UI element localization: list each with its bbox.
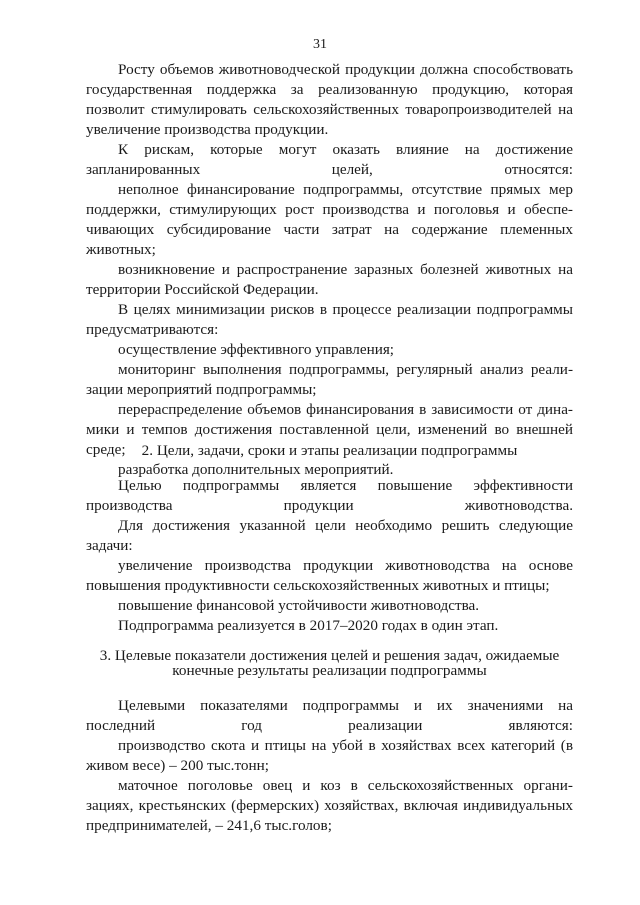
paragraph: маточное поголовье овец и коз в сельскохозяйственных органи-зациях, крестьянских (фермерских) хозяйствах, включая индивидуальных предпринимателей, – 241,6 тыс.голов;: [86, 777, 573, 834]
paragraph: Росту объемов животноводческой продукции должна способствовать государственная поддержка за реализованную продукцию, которая позволит стимулировать сельскохозяйственных товаропроизводителей на увеличение производства продукции.: [86, 61, 573, 138]
risk-section: [86, 60, 573, 480]
page-number: 31: [313, 37, 327, 52]
section-3-title: [86, 648, 573, 678]
paragraph: В целях минимизации рисков в процессе реализации подпрограммы предусматриваются:: [86, 301, 573, 338]
section-2-title: 2. Цели, задачи, сроки и этапы реализации подпрограммы: [141, 442, 518, 459]
paragraph: неполное финансирование подпрограммы, отсутствие прямых мер поддержки, стимулирующих рост производства и поголовья и обеспе-чивающих субсидирование части затрат на содержание племенных животных;: [86, 181, 573, 258]
section-3-title-line: конечные результаты реализации подпрограммы: [172, 662, 487, 679]
goals-section: [86, 476, 573, 636]
paragraph: К рискам, которые могут оказать влияние на достижение запланированных целей, относятся:: [86, 141, 573, 178]
paragraph: осуществление эффективного управления;: [118, 341, 395, 358]
paragraph: Подпрограмма реализуется в 2017–2020 годах в один этап.: [118, 617, 499, 634]
section-3-title-line: 3. Целевые показатели достижения целей и решения задач, ожидаемые: [99, 647, 560, 664]
paragraph: производство скота и птицы на убой в хозяйствах всех категорий (в живом весе) – 200 тыс.тонн;: [86, 737, 573, 774]
paragraph: Для достижения указанной цели необходимо решить следующие задачи:: [86, 517, 573, 554]
indicators-section: [86, 696, 573, 836]
paragraph: перераспределение объемов финансирования в зависимости от дина-мики и темпов достижения поставленной цели, изменений во внешней среде;: [86, 401, 573, 458]
paragraph: повышение финансовой устойчивости животноводства.: [118, 597, 480, 614]
paragraph: увеличение производства продукции животноводства на основе повышения продуктивности сельскохозяйственных животных и птицы;: [86, 557, 573, 594]
paragraph: Целевыми показателями подпрограммы и их значениями на последний год реализации являются:: [86, 697, 573, 734]
paragraph: возникновение и распространение заразных болезней животных на территории Российской Федерации.: [86, 261, 573, 298]
paragraph: мониторинг выполнения подпрограммы, регулярный анализ реали-зации мероприятий подпрограммы;: [86, 361, 573, 398]
paragraph: разработка дополнительных мероприятий.: [118, 461, 394, 478]
paragraph: Целью подпрограммы является повышение эффективности производства продукции животноводства.: [86, 477, 573, 514]
